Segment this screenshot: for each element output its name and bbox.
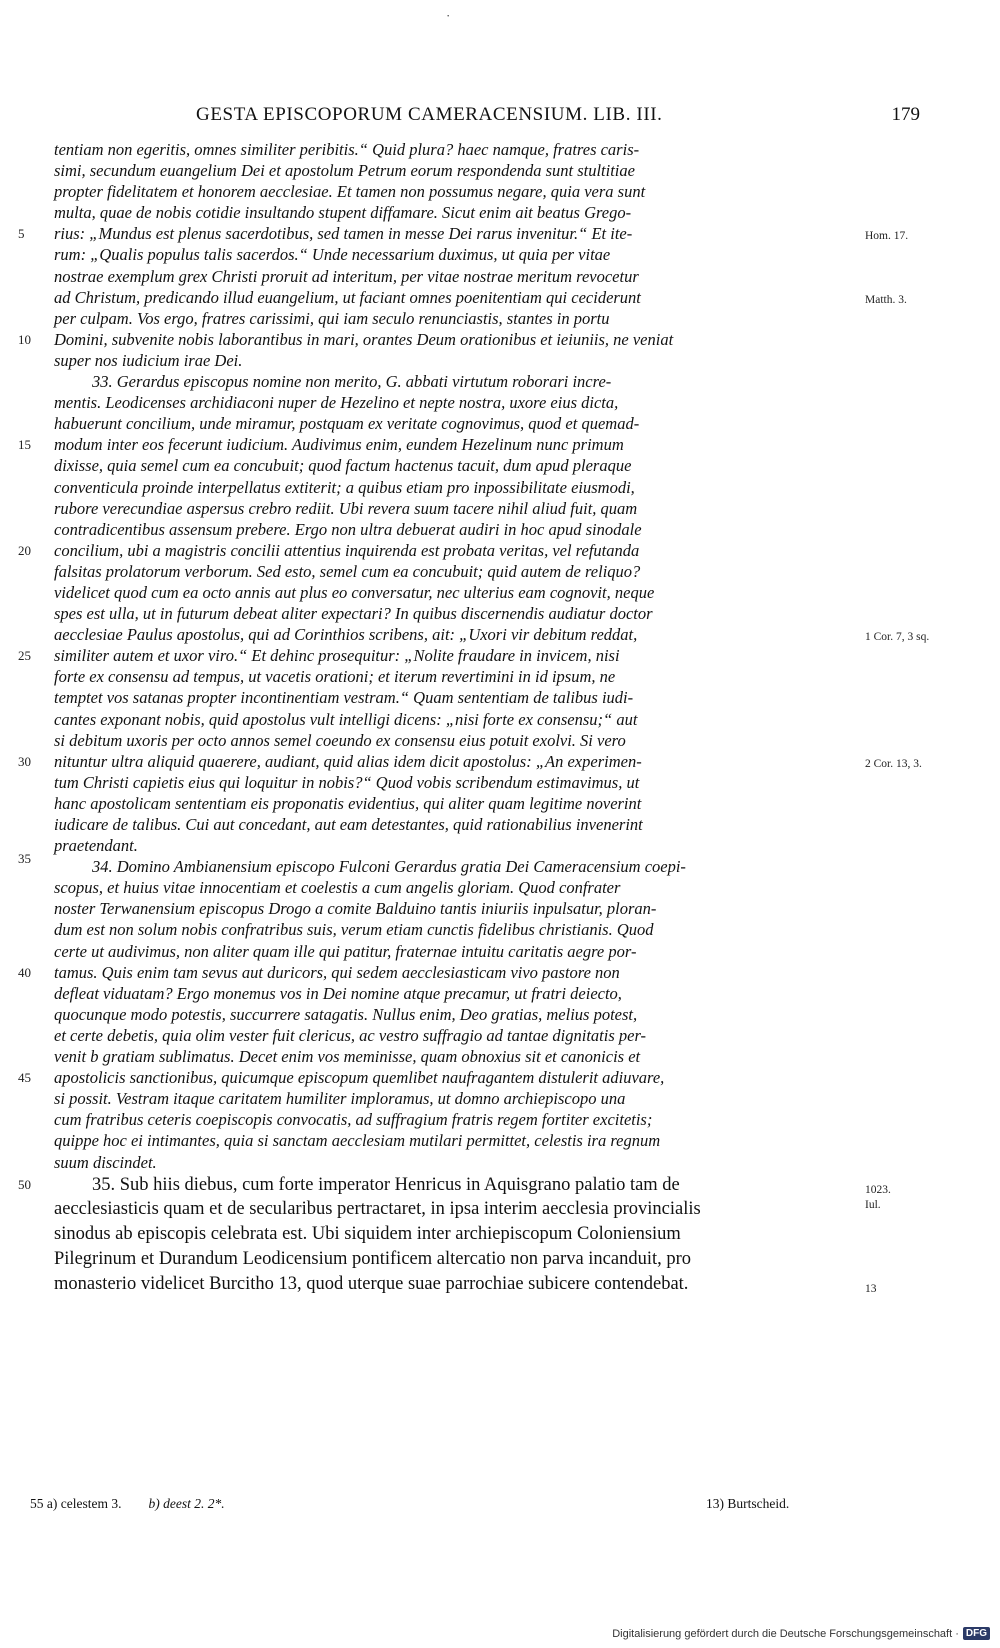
text-line: spes est ulla, ut in futurum debeat aliter expectari? In quibus discernendis audiatur doctor [54,604,653,624]
text-line: aecclesiasticis quam et de secularibus pertractaret, in ipsa interim aecclesia provincialis [54,1199,701,1220]
text-line: quocunque modo potestis, succurrere satagatis. Nullus enim, Deo gratias, melius potest, [54,1004,638,1024]
text-line: monasterio videlicet Burcitho 13, quod uterque suae parrochiae subicere contendebat. [54,1273,689,1294]
text-line: quippe hoc ei intimantes, quia si sanctam aecclesiam mutilari permittet, celestis ira regnum [54,1131,661,1151]
text-line-wrap [54,287,907,308]
text-line: si debitum uxoris per octo annos semel coeundo ex consensu eius potuit exolvi. Si vero [54,730,626,750]
text-line: nostrae exemplum grex Christi proruit ad interitum, per vitae nostrae meritum revocetur [54,266,639,286]
line-number: 15 [18,437,31,453]
text-line-wrap [18,329,860,350]
footnote-line-number: 55 [30,1496,44,1511]
text-line-wrap [18,851,860,877]
text-line: temptet vos satanas propter incontinentiam vestram.“ Quam sententiam de talibus iudi- [54,688,634,708]
margin-note-month: Iul. [865,1199,881,1212]
text-line: cum fratribus ceteris coepiscopis convocatis, ad suffragium fratris regem fortiter excitetis; [54,1110,653,1130]
margin-note: Matth. 3. [865,293,907,306]
page-number: 179 [891,104,920,125]
footnote-a: a) celestem 3. [46,1496,122,1511]
text-line: conventicula proinde interpellatus extiterit; a quibus etiam pro inpossibilitate eiusmodi, [54,477,635,497]
line-number: 40 [18,964,31,980]
text-line: propter fidelitatem et honorem aecclesiae. Et tamen non possumus negare, quia vera sunt [54,182,646,202]
top-mark: · [446,8,451,23]
dfg-logo-icon: DFG [963,1627,990,1640]
text-line: similiter autem et uxor viro.“ Et dehinc prosequitur: „Nolite fraudare in invicem, nisi [54,646,620,666]
text-line: iudicare de talibus. Cui aut concedant, aut eam detestantes, quid rationabilius invenerint [54,815,643,834]
credit-text: Digitalisierung gefördert durch die Deutsche Forschungsgemeinschaft · [612,1627,959,1640]
text-line: dixisse, quia semel cum ea concubuit; quod factum hactenus tacuit, dum apud pleraque [54,456,632,476]
text-line: rubore verecundiae aspersus crebro rediit. Ubi revera suum tacere nihil aliud fuit, quam [54,498,638,518]
text-line: nituntur ultra aliquid quaerere, audiant, quid alias idem dicit apostolus: „An experimen- [54,751,642,771]
text-line: modum inter eos fecerunt iudicium. Audivimus enim, eundem Hezelinum nunc primum [54,435,624,455]
text-line-wrap [18,540,860,561]
text-line: scopus, et huius vitae innocentiam et coelestis a cum angelis gloriam. Quod confrater [54,878,621,898]
text-line: contradicentibus assensum prebere. Ergo non ultra debuerat audiri in hoc apud sinodale [54,519,642,539]
running-head [50,104,920,132]
margin-note: 2 Cor. 13, 3. [865,757,922,770]
text-line: certe ut audivimus, non aliter quam ille qui patitur, fraternae intuitu caritatis aegre por- [54,941,637,961]
text-line: ad Christum, predicando illud euangelium, ut faciant omnes poenitentiam qui ceciderunt [54,287,641,307]
text-line: si possit. Vestram itaque caritatem humiliter imploramus, ut domno archiepiscopo una [54,1089,626,1109]
text-line-wrap [18,645,860,666]
footnote-b: b) deest 2. 2*. [148,1496,225,1511]
text-line: praetendant. [54,836,138,856]
text-line: apostolicis sanctionibus, quicumque episcopum quemlibet naufragantem distulerit adiuvare, [54,1068,665,1088]
line-number: 45 [18,1070,31,1086]
text-line: videlicet quod cum ea octo annis aut plus eo conversatur, nec ulterius eam cognovit, neque [54,582,655,602]
line-number: 50 [18,1176,31,1192]
footnote-13: 13) Burtscheid. [706,1496,790,1511]
main-text [18,139,930,1297]
text-line: Domini, subvenite nobis laborantibus in mari, orantes Deum orationibus et ieiuniis, ne veniat [54,329,674,349]
text-line-wrap [54,624,930,645]
text-line-wrap [18,1173,891,1198]
text-line: rius: „Mundus est plenus sacerdotibus, sed tamen in messe Dei rarus invenitur.“ Et ite- [54,224,633,244]
text-line: dum est non solum nobis confratribus suis, verum etiam cunctis fidelibus christianis. Quod [54,920,654,940]
text-line: Pilegrinum et Durandum Leodicensium pontificem altercatio non parva incanduit, pro [54,1248,692,1269]
margin-note-year: 1023. [865,1183,891,1196]
footnote-apparatus [30,1496,225,1512]
text-line: multa, quae de nobis cotidie insultando stupent diffamare. Sicut enim ait beatus Grego- [54,203,632,223]
footnotes [30,1496,870,1518]
text-line: suum discindet. [54,1152,157,1172]
text-line: per culpam. Vos ergo, fratres carissimi, qui iam seculo renunciastis, stantes in portu [54,308,610,328]
text-line-wrap [18,962,860,983]
text-line: hanc apostolicam sententiam eis proponatis evidentius, qui aliter quam legitime noverint [54,793,642,813]
running-title: GESTA EPISCOPORUM CAMERACENSIUM. LIB. III. [196,104,663,125]
text-line-wrap [18,751,922,772]
text-line: mentis. Leodicenses archidiaconi nuper de Hezelino et nepte nostra, uxore eius dicta, [54,393,619,413]
text-line: tamus. Quis enim tam sevus aut duricors, qui sedem aecclesiasticam vivo pastore non [54,962,620,982]
text-line-wrap [18,1067,860,1088]
line-number: 10 [18,331,31,347]
text-line-wrap [54,1272,877,1297]
text-line: tum Christi capietis eius qui loquitur in nobis?“ Quod vobis scribendum estimavimus, ut [54,772,640,792]
text-line: tentiam non egeritis, omnes similiter peribitis.“ Quid plura? haec namque, fratres caris- [54,140,640,159]
text-line: sinodus ab episcopis celebrata est. Ubi siquidem inter archiepiscopum Coloniensium [54,1224,681,1245]
text-line: falsitas prolatorum verborum. Sed esto, semel cum ea concubuit; quid autem de reliquo? [54,561,641,581]
line-number: 20 [18,542,31,558]
text-line: venit b gratiam sublimatus. Decet enim vos meminisse, quam obnoxius sit et canonicis et [54,1047,641,1067]
line-number: 25 [18,648,31,664]
text-line-wrap [54,1197,881,1222]
margin-note-ref: 13 [865,1282,877,1295]
text-line: et certe debetis, quia olim vester fuit clericus, ac vestro suffragio ad tantae dignitatis per- [54,1025,647,1045]
margin-note: 1 Cor. 7, 3 sq. [865,631,930,644]
text-line: super nos iudicium irae Dei. [54,350,243,370]
text-line: aecclesiae Paulus apostolus, qui ad Corinthios scribens, ait: „Uxori vir debitum reddat, [54,625,638,645]
text-line: defleat viduatam? Ergo monemus vos in Dei nomine atque precamur, ut fratri deiecto, [54,983,622,1003]
text-line: 34. Domino Ambianensium episcopo Fulconi Gerardus gratia Dei Cameracensium coepi- [92,857,686,877]
text-line: cantes exponant nobis, quid apostolus vult intelligi dicens: „nisi forte ex consensu;“ aut [54,709,638,729]
text-line: noster Terwanensium episcopus Drogo a comite Balduino tantis iniuriis inpulsatur, ploran- [54,899,657,919]
text-line-wrap [18,223,909,244]
line-number: 5 [18,226,25,242]
text-line-wrap [18,434,860,455]
line-number: 30 [18,753,31,769]
margin-note: Hom. 17. [865,230,909,243]
text-line: habuerunt concilium, unde miramur, postquam ex veritate cognovimus, quod et quemad- [54,414,640,434]
text-line: rum: „Qualis populus talis sacerdos.“ Unde necessarium duximus, ut quia per vitae [54,245,611,265]
line-number: 35 [18,851,31,867]
text-line: 35. Sub hiis diebus, cum forte imperator Henricus in Aquisgrano palatio tam de [92,1174,680,1195]
text-line: forte ex consensu ad tempus, ut vacetis orationi; et iterum revertimini in id ipsum, ne [54,667,616,687]
text-line: simi, secundum euangelium Dei et apostolum Petrum eorum respondenda sunt stultitiae [54,161,635,181]
text-line: 33. Gerardus episcopus nomine non merito, G. abbati virtutum roborari incre- [92,372,612,392]
text-line: concilium, ubi a magistris concilii attentius inquirenda est probata veritas, vel refutanda [54,540,640,560]
digitization-credit [612,1627,990,1640]
